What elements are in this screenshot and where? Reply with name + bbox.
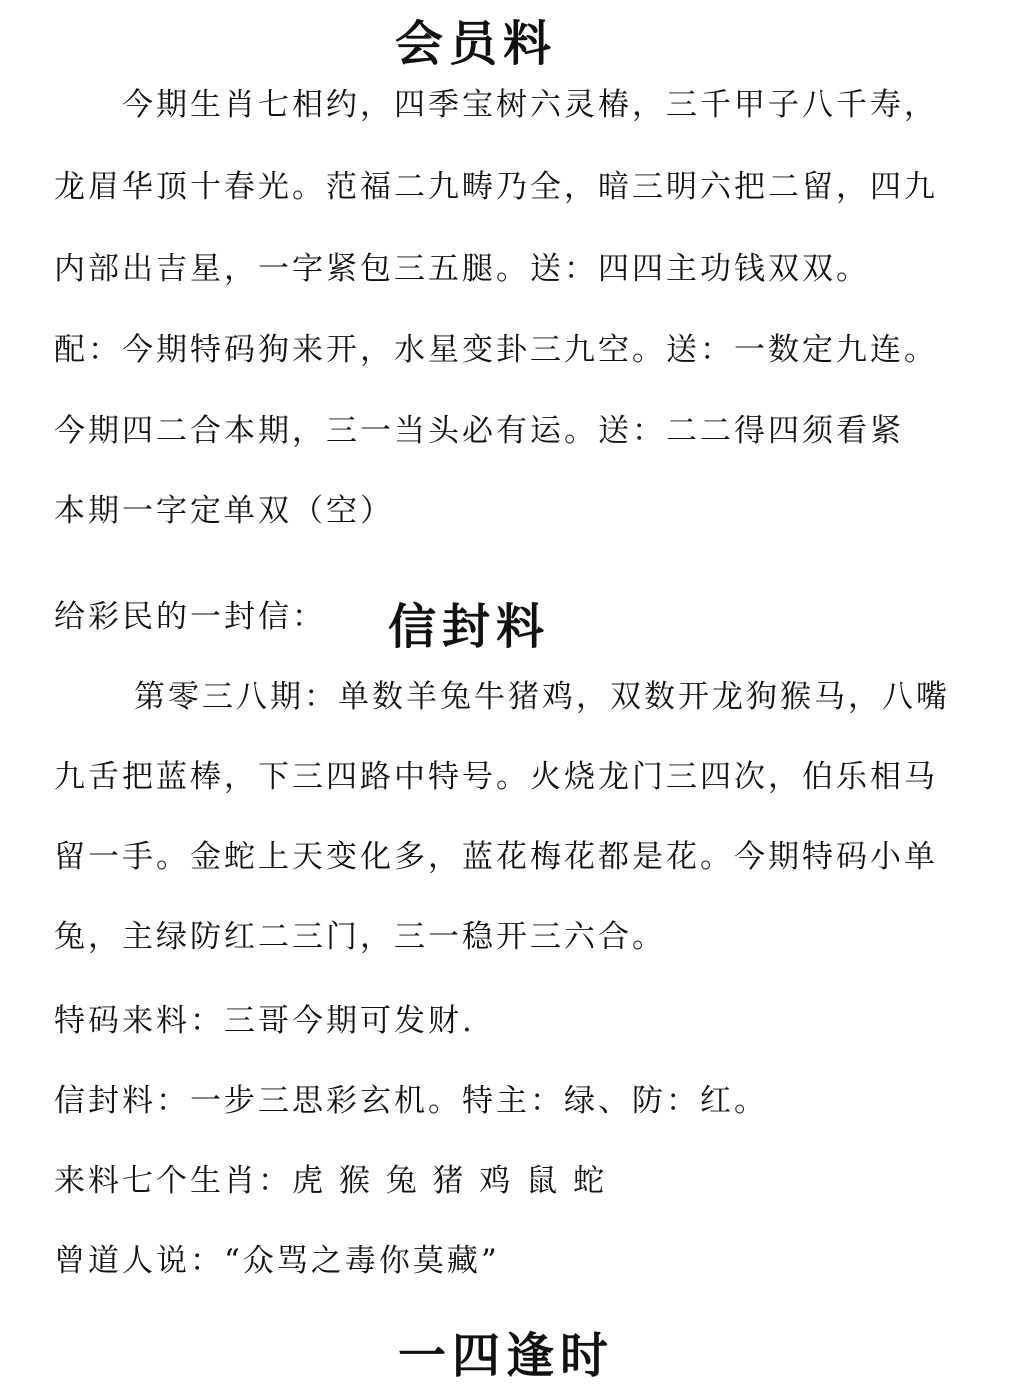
envelope-line-4: 兔，主绿防红二三门，三一稳开三六合。 bbox=[54, 919, 666, 955]
member-line-2: 龙眉华顶十春光。范福二九畴乃全，暗三明六把二留，四九 bbox=[54, 169, 938, 205]
envelope-line-8: 曾道人说：“众骂之毒你莫藏” bbox=[54, 1243, 500, 1279]
member-line-3: 内部出吉星，一字紧包三五腿。送：四四主功钱双双。 bbox=[54, 251, 870, 287]
member-section-title: 会员料 bbox=[395, 16, 558, 72]
envelope-line-7: 来料七个生肖：虎 猴 兔 猪 鸡 鼠 蛇 bbox=[54, 1163, 608, 1199]
letter-prefix: 给彩民的一封信： bbox=[54, 599, 326, 635]
envelope-line-5: 特码来料：三哥今期可发财. bbox=[54, 1003, 475, 1039]
envelope-line-2: 九舌把蓝棒，下三四路中特号。火烧龙门三四次，伯乐相马 bbox=[54, 759, 938, 795]
final-section-title: 一四逢时 bbox=[398, 1328, 615, 1384]
envelope-line-3: 留一手。金蛇上天变化多，蓝花梅花都是花。今期特码小单 bbox=[54, 839, 938, 875]
member-line-1: 今期生肖七相约，四季宝树六灵椿，三千甲子八千寿， bbox=[122, 87, 938, 123]
member-line-6: 本期一字定单双（空） bbox=[54, 493, 394, 529]
member-line-4: 配：今期特码狗来开，水星变卦三九空。送：一数定九连。 bbox=[54, 332, 938, 368]
member-line-5: 今期四二合本期，三一当头必有运。送：二二得四须看紧 bbox=[54, 413, 904, 449]
envelope-section-title: 信封料 bbox=[388, 599, 551, 655]
envelope-line-1: 第零三八期：单数羊兔牛猪鸡，双数开龙狗猴马，八嘴 bbox=[134, 679, 950, 715]
envelope-line-6: 信封料：一步三思彩玄机。特主：绿、防：红。 bbox=[54, 1083, 768, 1119]
